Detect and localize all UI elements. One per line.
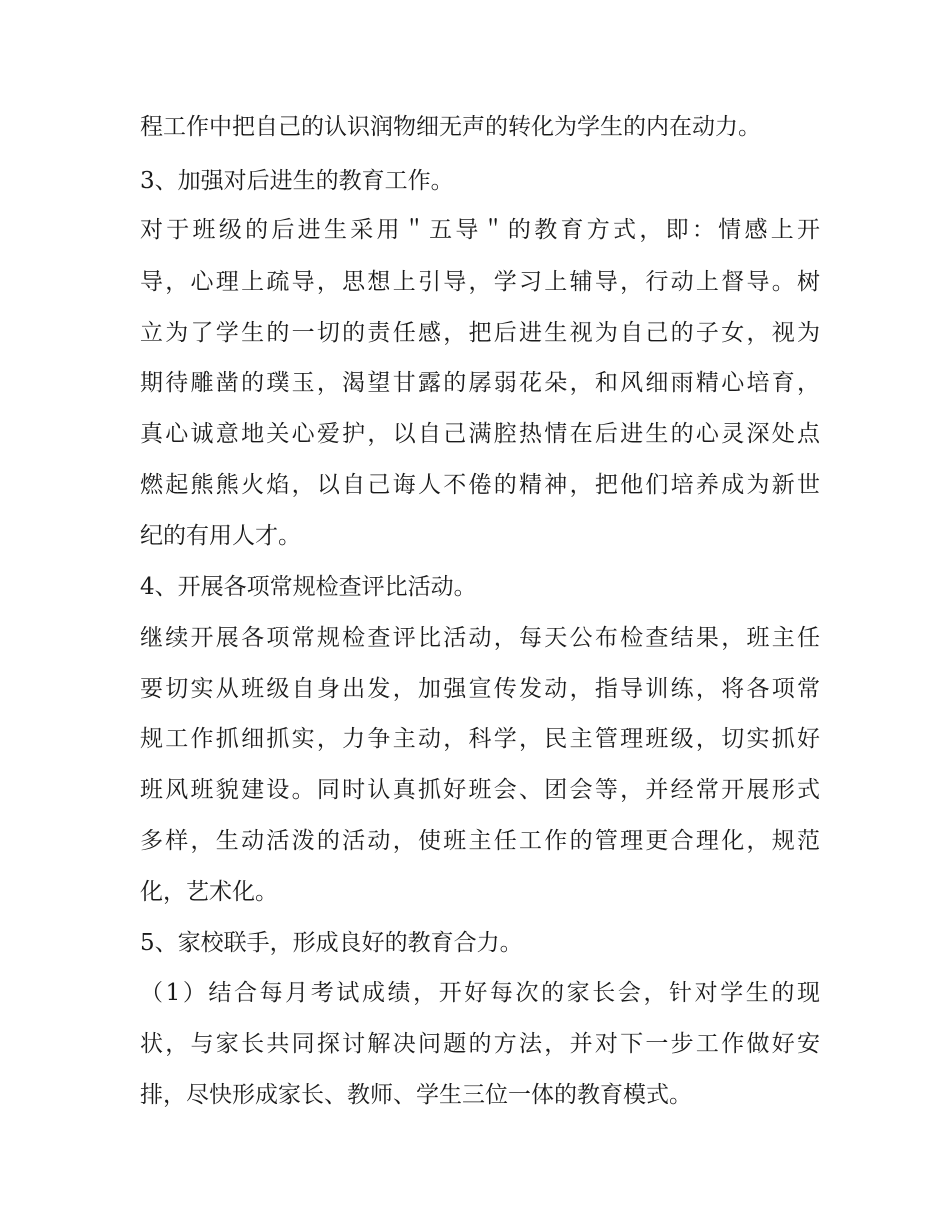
text-line: 化，艺术化。 (140, 879, 278, 905)
text-line: 状，与家长共同探讨解决问题的方法，并对下一步工作做好安 (140, 1031, 820, 1057)
text-line: 程工作中把自己的认识润物细无声的转化为学生的内在动力。 (140, 114, 761, 140)
text-line: 排，尽快形成家长、教师、学生三位一体的教育模式。 (140, 1082, 692, 1108)
text-line: 真心诚意地关心爱护，以自己满腔热情在后进生的心灵深处点 (140, 421, 820, 447)
section-heading: 3、加强对后进生的教育工作。 (140, 168, 454, 194)
text-line: 要切实从班级自身出发，加强宣传发动，指导训练，将各项常 (140, 676, 820, 702)
text-line: （1）结合每月考试成绩，开好每次的家长会，针对学生的现 (140, 980, 820, 1006)
text-line: 立为了学生的一切的责任感，把后进生视为自己的子女，视为 (140, 320, 820, 346)
text-line: 期待雕凿的璞玉，渴望甘露的孱弱花朵，和风细雨精心培育， (140, 370, 820, 396)
section-heading: 5、家校联手，形成良好的教育合力。 (140, 930, 523, 956)
text-line: 继续开展各项常规检查评比活动，每天公布检查结果，班主任 (140, 625, 820, 651)
text-line: 导，心理上疏导，思想上引导，学习上辅导，行动上督导。树 (140, 269, 820, 295)
text-line: 纪的有用人才。 (140, 523, 301, 549)
text-line: 班风班貌建设。同时认真抓好班会、团会等，并经常开展形式 (140, 777, 820, 803)
text-line: 规工作抓细抓实，力争主动，科学，民主管理班级，切实抓好 (140, 726, 820, 752)
text-line: 燃起熊熊火焰，以自己诲人不倦的精神，把他们培养成为新世 (140, 472, 820, 498)
text-line: 多样，生动活泼的活动，使班主任工作的管理更合理化，规范 (140, 828, 820, 854)
text-line: 对于班级的后进生采用＂五导＂的教育方式，即：情感上开 (140, 217, 820, 243)
section-heading: 4、开展各项常规检查评比活动。 (140, 574, 477, 600)
